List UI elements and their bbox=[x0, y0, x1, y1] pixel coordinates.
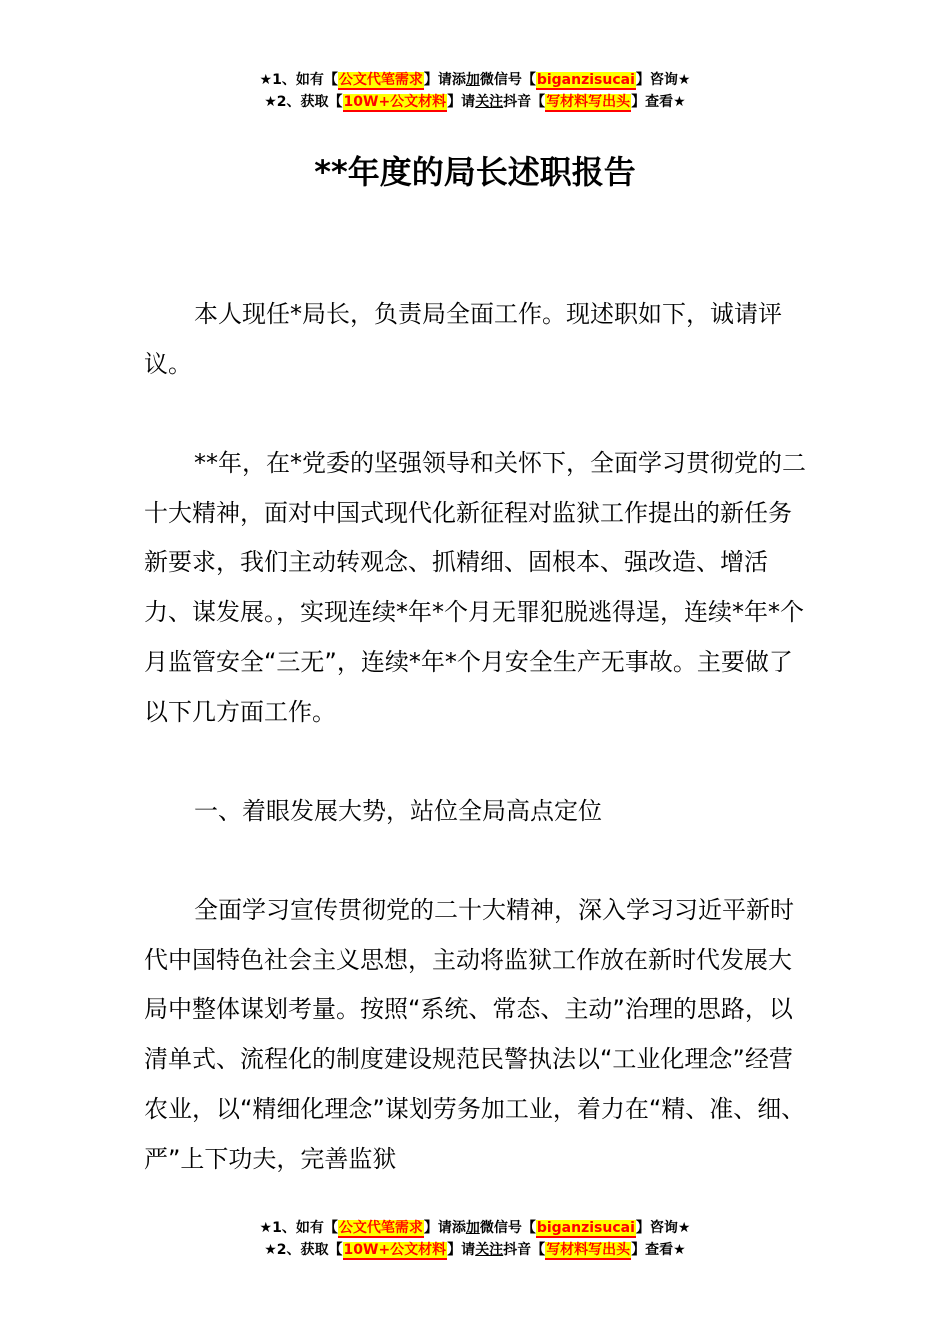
promo-text: ★1、如有【 bbox=[259, 72, 338, 88]
promo-text: 】查看★ bbox=[631, 94, 686, 110]
promo-text: 】咨询★ bbox=[635, 72, 691, 88]
document-title: **年度的局长述职报告 bbox=[314, 153, 636, 191]
bottom-promo-banner bbox=[0, 1218, 950, 1262]
promo-text: 】请 bbox=[447, 1242, 476, 1258]
promo-underline: 关注 bbox=[475, 94, 504, 110]
paragraph-text: 本人现任*局长，负责局全面工作。现述职如下，诚请评议。 bbox=[144, 300, 782, 378]
promo-text: 】请添 bbox=[423, 1220, 466, 1236]
promo-text: 抖音【 bbox=[503, 1242, 546, 1258]
promo-highlight: 写材料写出头 bbox=[546, 1242, 631, 1258]
promo-highlight: 写材料写出头 bbox=[546, 94, 631, 110]
promo-underline: 加 bbox=[465, 72, 480, 88]
top-promo-banner bbox=[0, 70, 950, 114]
promo-text: ★2、获取【 bbox=[264, 94, 343, 110]
promo-text: 抖音【 bbox=[503, 94, 546, 110]
promo-highlight: 公文代笔需求 bbox=[338, 1220, 423, 1236]
promo-line-1 bbox=[0, 70, 950, 92]
promo-text: 】咨询★ bbox=[635, 1220, 691, 1236]
paragraph-section-body bbox=[144, 886, 809, 1184]
promo-underline: 加 bbox=[465, 1220, 480, 1236]
promo-text: 微信号【 bbox=[479, 72, 536, 88]
promo-highlight: 10W+公文材料 bbox=[343, 94, 447, 110]
promo-line-1 bbox=[0, 1218, 950, 1240]
promo-line-2 bbox=[0, 1240, 950, 1262]
promo-highlight: 10W+公文材料 bbox=[343, 1242, 447, 1258]
paragraph-summary bbox=[144, 439, 809, 737]
paragraph-text: **年，在*党委的坚强领导和关怀下，全面学习贯彻党的二十大精神，面对中国式现代化新征程对监狱工作提出的新任务新要求，我们主动转观念、抓精细、固根本、强改造、增活力、谋发展。，实现连续*年*个月无罪犯脱逃得逞，连续*年*个月监管安全“三无”，连续*年*个月安全生产无事故。主要做了以下几方面工作。 bbox=[144, 449, 806, 726]
promo-text: 】请 bbox=[447, 94, 476, 110]
section-heading bbox=[144, 787, 809, 837]
paragraph-text: 全面学习宣传贯彻党的二十大精神，深入学习习近平新时代中国特色社会主义思想，主动将监狱工作放在新时代发展大局中整体谋划考量。按照“系统、常态、主动”治理的思路，以清单式、流程化的制度建设规范民警执法以“工业化理念”经营农业，以“精细化理念”谋划劳务加工业，着力在“精、准、细、严”上下功夫，完善监狱 bbox=[144, 896, 806, 1173]
promo-underline: 关注 bbox=[475, 1242, 504, 1258]
promo-text: 】查看★ bbox=[631, 1242, 686, 1258]
promo-text: ★1、如有【 bbox=[259, 1220, 338, 1236]
promo-text: 】请添 bbox=[423, 72, 466, 88]
promo-line-2 bbox=[0, 92, 950, 114]
promo-highlight: 公文代笔需求 bbox=[338, 72, 423, 88]
paragraph-intro bbox=[144, 290, 809, 389]
paragraph-text: 一、着眼发展大势，站位全局高点定位 bbox=[194, 797, 602, 825]
promo-highlight: biganzisucai bbox=[536, 72, 635, 88]
promo-text: 微信号【 bbox=[479, 1220, 536, 1236]
promo-highlight: biganzisucai bbox=[536, 1220, 635, 1236]
promo-text: ★2、获取【 bbox=[264, 1242, 343, 1258]
